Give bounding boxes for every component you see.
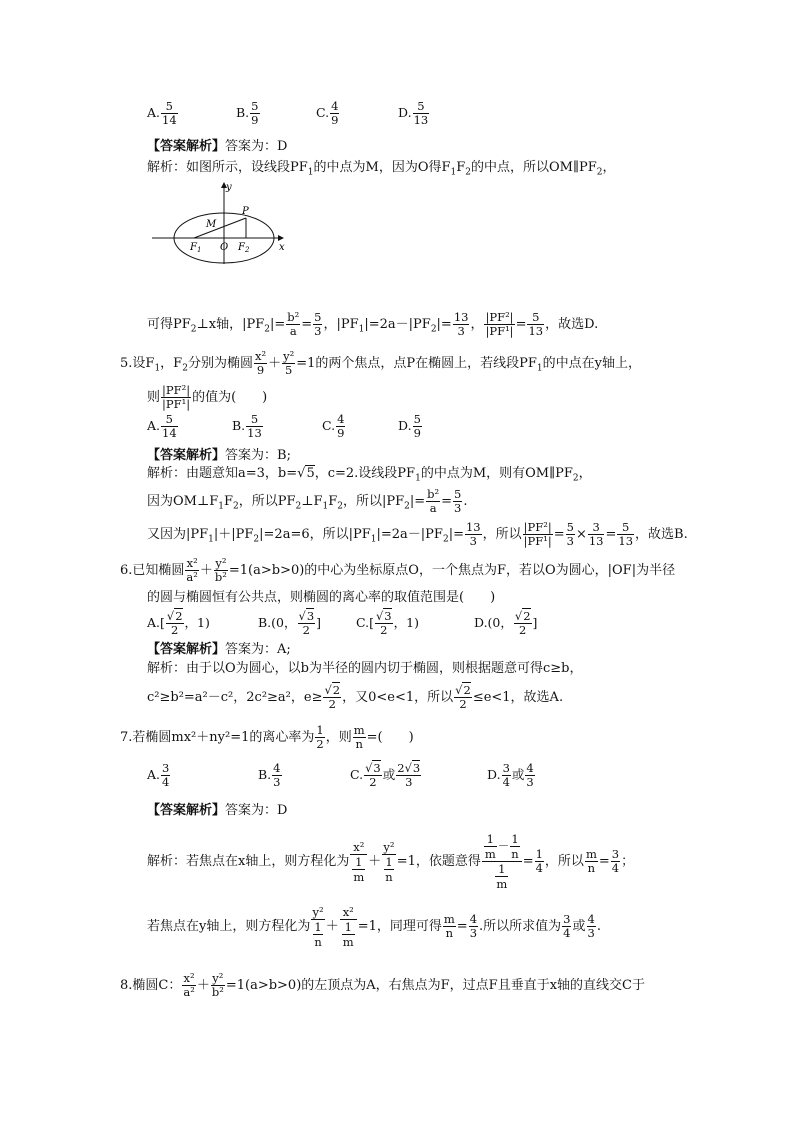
q4-option-c[interactable]: C. $\frac{4}{9}$ bbox=[316, 99, 339, 127]
q5-answer: 【答案解析】答案为：B; bbox=[147, 448, 291, 463]
fig-label-f2: $F_2$ bbox=[238, 242, 250, 254]
ellipse-figure bbox=[150, 178, 285, 266]
q4-analysis: 解析：如图所示，设线段$PF_1$的中点为M，因为O得$F_1F_2$的中点，所以$OM\parallel PF_2$， bbox=[147, 160, 616, 178]
fig-label-x: x bbox=[279, 242, 285, 253]
q6-answer: 【答案解析】答案为：A; bbox=[147, 642, 291, 657]
q5-analysis-2: 因为$OM\perp F_1F_2$，所以$PF_2\perp F_1F_2$，所以$|PF_2|=$ $\frac{\text{b²}}{a}$ = $\frac{5}{3}$ . bbox=[147, 487, 468, 515]
q8-stem: 8.椭圆C： $\frac{\text{x²}}{\text{a²}}$ ＋ $\frac{\text{y²}}{\text{b²}}$ =1(a>b>0)的左顶点为A，右焦点为F，过点F且垂直于x轴的直线交C于 bbox=[120, 971, 645, 999]
q5-analysis-3: 又因为$|PF_1|+|PF_2|=2a=6$，所以$|PF_1|=2a-|PF_2|=$ $\frac{13}{3}$ ，所以 $\frac{\text{|PF²|}}{\text{|PF¹|}}$ = $\frac{5}{3}$ × $\frac{3}{13}$ = $\frac{5}{13}$ ，故选B. bbox=[147, 520, 688, 548]
fig-label-p: P bbox=[242, 206, 249, 217]
q7-stem: 7.若椭圆mx²＋ny²=1的离心率为 $\frac{1}{2}$ ，则 $\frac{m}{n}$ =( ) bbox=[120, 723, 414, 751]
q7-answer: 【答案解析】答案为：D bbox=[147, 803, 288, 818]
q4-answer: 【答案解析】答案为：D bbox=[147, 139, 288, 154]
q7-option-c[interactable]: C. $\frac{√3}{2}$ 或 $\frac{2√3}{3}$ bbox=[350, 761, 421, 789]
q7-option-a[interactable]: A. $\frac{3}{4}$ bbox=[147, 761, 170, 789]
fig-label-f1: $F_1$ bbox=[190, 242, 202, 254]
q7-analysis-2: 若焦点在y轴上，则方程化为 $\frac{\text{y²}}{\frac{1}{n}}$ ＋ $\frac{\text{x²}}{\frac{1}{m}}$ =1，同理可得 $\frac{m}{n}$ = $\frac{4}{3}$ .所以所求值为 $\frac{3}{4}$ 或 $\frac{4}{3}$ . bbox=[147, 904, 601, 949]
fig-label-m: M bbox=[206, 219, 217, 230]
q5-stem-2: 则 $\frac{\text{|PF²|}}{\text{|PF¹|}}$ 的值为( ) bbox=[147, 383, 268, 411]
q6-option-b[interactable]: B.(0， $\frac{√3}{2}$ ] bbox=[258, 609, 322, 637]
q5-stem: 5.设$F_1$，$F_2$分别为椭圆 $\frac{\text{x²}}{9}$ ＋ $\frac{\text{y²}}{5}$ =1的两个焦点，点P在椭圆上，若线段$PF_1$的中点在y轴上， bbox=[120, 349, 641, 377]
fig-label-y: y bbox=[226, 182, 232, 193]
q7-option-b[interactable]: B. $\frac{4}{3}$ bbox=[258, 761, 281, 789]
q6-option-a[interactable]: A.[ $\frac{√2}{2}$ ，1) bbox=[147, 609, 210, 637]
q5-option-a[interactable]: A. $\frac{5}{14}$ bbox=[147, 412, 177, 440]
q6-analysis-2: c²≥b²=a²－c²，2c²≥a²，e≥ $\frac{√2}{2}$ ，又0<e<1，所以 $\frac{√2}{2}$ ≤e<1，故选A. bbox=[147, 683, 564, 711]
q5-analysis-1: 解析：由题意知a=3，b=√5，c=2.设线段$PF_1$的中点为M，则有$OM\parallel PF_2$， bbox=[147, 466, 592, 484]
fig-label-o: O bbox=[220, 242, 229, 253]
q5-option-c[interactable]: C. $\frac{4}{9}$ bbox=[322, 412, 345, 440]
q5-option-d[interactable]: D. $\frac{5}{9}$ bbox=[398, 412, 421, 440]
q6-stem-2: 的圆与椭圆恒有公共点，则椭圆的离心率的取值范围是( ) bbox=[147, 590, 496, 605]
q6-analysis-1: 解析：由于以O为圆心，以b为半径的圆内切于椭圆，则根据题意可得c≥b， bbox=[147, 661, 583, 676]
q4-conclusion: 可得$PF_2\perp x$轴，$|PF_2|=$ $\frac{\text{b²}}{a}$ = $\frac{5}{3}$ ，$|PF_1|=2a-|PF_2|=$ $\frac{13}{3}$ ， $\frac{\text{|PF²|}}{\text{|PF¹|}}$ = $\frac{5}{13}$ ，故选D. bbox=[147, 310, 599, 338]
q7-analysis-1: 解析：若焦点在x轴上，则方程化为 $\frac{\text{x²}}{\frac{1}{m}}$ ＋ $\frac{\text{y²}}{\frac{1}{n}}$ =1，依题意得 $\frac{1}{m}$ － $\frac{1}{n}$ $\frac{1}{m}$ = $\frac{1}{4}$ ，所以 $\frac{m}{n}$ = $\frac{3}{4}$ ； bbox=[147, 832, 635, 891]
q5-option-b[interactable]: B. $\frac{5}{13}$ bbox=[232, 412, 262, 440]
q4-option-d[interactable]: D. $\frac{5}{13}$ bbox=[398, 99, 429, 127]
q6-option-d[interactable]: D.(0， $\frac{√2}{2}$ ] bbox=[474, 609, 538, 637]
q6-option-c[interactable]: C.[ $\frac{√3}{2}$ ，1) bbox=[356, 609, 419, 637]
q4-option-a[interactable]: A. $\frac{5}{14}$ bbox=[147, 99, 177, 127]
q4-option-b[interactable]: B. $\frac{5}{9}$ bbox=[236, 99, 259, 127]
q7-option-d[interactable]: D. $\frac{3}{4}$ 或 $\frac{4}{3}$ bbox=[487, 761, 534, 789]
q6-stem: 6.已知椭圆 $\frac{\text{x²}}{\text{a²}}$ ＋ $\frac{\text{y²}}{\text{b²}}$ =1(a>b>0)的中心为坐标原点O，一个焦点为F，若以O为圆心，|OF|为半径 bbox=[120, 556, 676, 584]
